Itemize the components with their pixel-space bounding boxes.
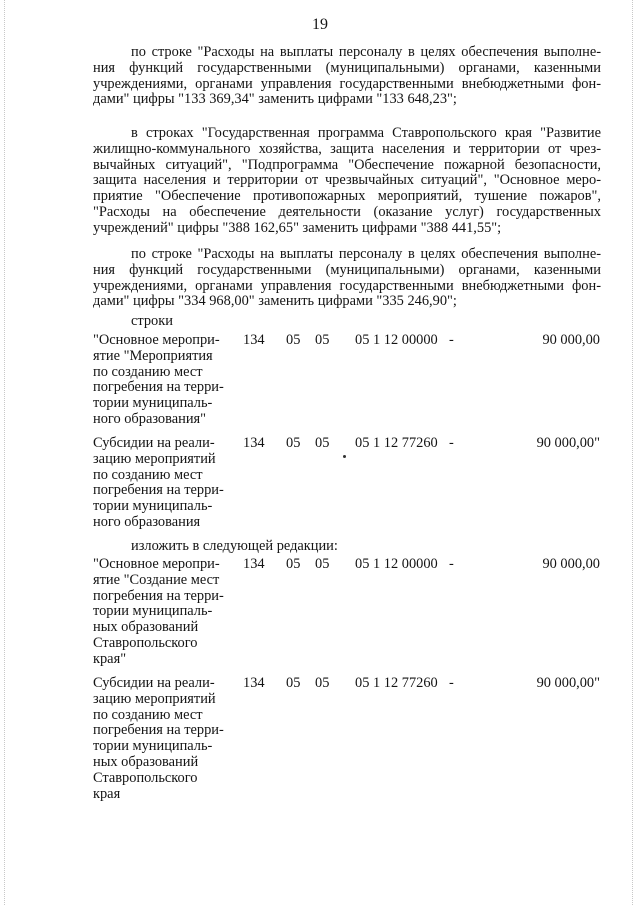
row-target-code: 05 1 12 00000: [355, 556, 438, 572]
row-name: [93, 333, 233, 428]
row-name-line: ных образований: [93, 753, 199, 770]
row-section-code: 05: [286, 675, 301, 691]
row-expense-type: -: [449, 675, 454, 691]
row-name-line: Ставропольского: [93, 769, 198, 786]
new-edition-label: изложить в следующей редакции:: [131, 538, 338, 554]
row-name-line: ятие "Создание мест: [93, 571, 220, 588]
row-subsection-code: 05: [315, 332, 330, 348]
row-expense-type: -: [449, 435, 454, 451]
row-name-line: тории муниципаль-: [93, 603, 213, 620]
paragraph-line: дами" цифры "334 968,00" заменить цифрами "335 246,90";: [93, 293, 457, 310]
row-section-code: 05: [286, 332, 301, 348]
row-expense-type: -: [449, 556, 454, 572]
row-name-line: погребения на терри-: [93, 587, 224, 604]
paragraph-line: учреждений" цифры "388 162,65" заменить цифрами "388 441,55";: [93, 219, 502, 236]
row-name-line: погребения на терри-: [93, 379, 224, 396]
row-name-line: ного образования": [93, 410, 207, 427]
row-name-line: "Основное меропри-: [93, 556, 220, 572]
row-name-line: по созданию мест: [93, 466, 203, 483]
row-name-line: Ставропольского: [93, 634, 198, 651]
row-amount: 90 000,00: [542, 332, 600, 348]
paragraph-line: приятие "Обеспечение противопожарных мероприятий, тушение пожаров",: [93, 188, 601, 205]
row-name: [93, 676, 233, 802]
row-section-code: 05: [286, 556, 301, 572]
paragraph-line: вычайных ситуаций", "Подпрограмма "Обеспечение пожарной безопасности,: [93, 156, 601, 173]
row-target-code: 05 1 12 77260: [355, 675, 438, 691]
paragraph-line: по строке "Расходы на выплаты персоналу в целях обеспечения выполне-: [131, 44, 601, 60]
row-name-line: края": [93, 650, 127, 667]
row-target-code: 05 1 12 77260: [355, 435, 438, 451]
row-name-line: погребения на терри-: [93, 722, 224, 739]
row-subsection-code: 05: [315, 675, 330, 691]
row-amount: 90 000,00": [536, 435, 600, 451]
row-name-line: погребения на терри-: [93, 482, 224, 499]
row-ministry-code: 134: [243, 675, 265, 691]
row-name-line: Субсидии на реали-: [93, 435, 215, 451]
row-name: [93, 436, 233, 531]
row-name-line: по созданию мест: [93, 363, 203, 380]
paragraph-line: учреждениями, органами управления государственными внебюджетными фон-: [93, 75, 601, 92]
scan-edge-line: [632, 0, 633, 905]
row-amount: 90 000,00": [536, 675, 600, 691]
paragraph-3: [93, 247, 601, 310]
row-subsection-code: 05: [315, 435, 330, 451]
paragraph-line: жилищно-коммунального хозяйства, защита населения и территории от чрез-: [93, 140, 601, 157]
row-name-line: зацию мероприятий: [93, 690, 216, 707]
paragraph-line: дами" цифры "133 369,34" заменить цифрами "133 648,23";: [93, 91, 457, 108]
scan-speck: [343, 455, 346, 458]
row-amount: 90 000,00: [542, 556, 600, 572]
row-ministry-code: 134: [243, 435, 265, 451]
scan-edge-line: [4, 0, 5, 905]
row-name-line: ятие "Мероприятия: [93, 347, 213, 364]
paragraph-1: [93, 45, 601, 108]
row-name-line: "Основное меропри-: [93, 332, 220, 348]
row-ministry-code: 134: [243, 332, 265, 348]
paragraph-line: "Расходы на обеспечение деятельности (оказание услуг) государственных: [93, 203, 601, 220]
row-name-line: края: [93, 785, 121, 802]
row-name-line: тории муниципаль-: [93, 738, 213, 755]
row-name: [93, 557, 233, 668]
row-name-line: тории муниципаль-: [93, 498, 213, 515]
paragraph-line: ния функций государственными (муниципальными) органами, казенными: [93, 261, 601, 278]
paragraph-line: ния функций государственными (муниципальными) органами, казенными: [93, 59, 601, 76]
paragraph-line: защита населения и территории от чрезвычайных ситуаций", "Основное меро-: [93, 172, 601, 189]
paragraph-line: учреждениями, органами управления государственными внебюджетными фон-: [93, 277, 601, 294]
row-name-line: тории муниципаль-: [93, 395, 213, 412]
row-ministry-code: 134: [243, 556, 265, 572]
row-expense-type: -: [449, 332, 454, 348]
paragraph-line: в строках "Государственная программа Ставропольского края "Развитие: [131, 125, 601, 141]
row-name-line: зацию мероприятий: [93, 450, 216, 467]
row-name-line: ных образований: [93, 619, 199, 636]
row-subsection-code: 05: [315, 556, 330, 572]
paragraph-line: по строке "Расходы на выплаты персоналу в целях обеспечения выполне-: [131, 246, 601, 262]
row-name-line: ного образования: [93, 513, 201, 530]
rows-label: строки: [131, 313, 173, 329]
paragraph-2: [93, 126, 601, 237]
page-number: 19: [312, 16, 328, 33]
row-target-code: 05 1 12 00000: [355, 332, 438, 348]
row-section-code: 05: [286, 435, 301, 451]
row-name-line: по созданию мест: [93, 706, 203, 723]
row-name-line: Субсидии на реали-: [93, 675, 215, 691]
